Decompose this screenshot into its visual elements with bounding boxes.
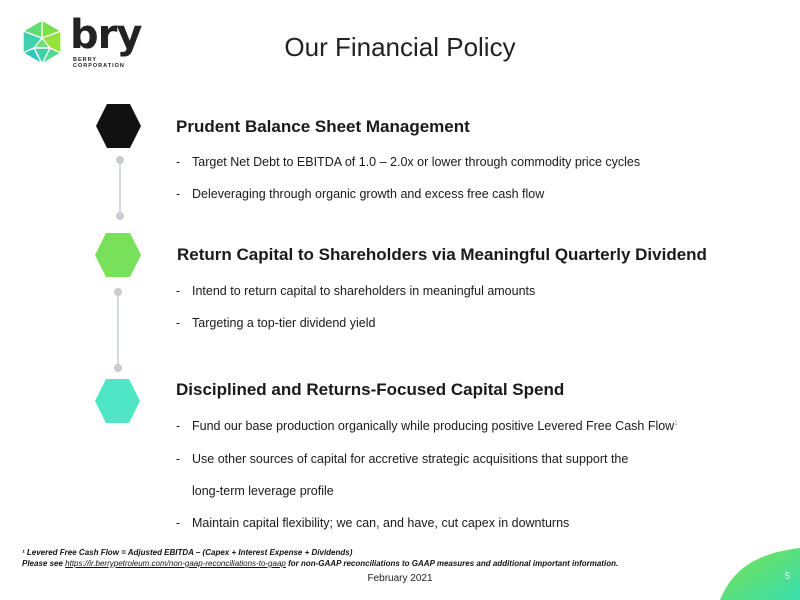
- footnote-levered-fcf: ¹ Levered Free Cash Flow = Adjusted EBITDA – (Capex + Interest Expense + Dividends): [22, 548, 353, 557]
- section-3-hexagon-icon: [95, 379, 140, 423]
- page-title: Our Financial Policy: [284, 32, 516, 62]
- logo-subtext-berry: BERRY: [73, 57, 98, 63]
- section-3-bullet-continuation: long-term leverage profile: [192, 484, 334, 498]
- footnote-marker: 1: [674, 420, 678, 427]
- presentation-date: February 2021: [367, 573, 433, 584]
- section-1-bullet: - Deleveraging through organic growth and excess free cash flow: [176, 187, 545, 201]
- section-2-heading: Return Capital to Shareholders via Meaningful Quarterly Dividend: [177, 245, 707, 264]
- section-3-heading: Disciplined and Returns-Focused Capital Spend: [176, 380, 565, 399]
- section-3-bullet: - Maintain capital flexibility; we can, and have, cut capex in downturns: [176, 516, 570, 530]
- section-1-bullet: - Target Net Debt to EBITDA of 1.0 – 2.0x or lower through commodity price cycles: [176, 155, 641, 169]
- section-2-bullet: - Targeting a top-tier dividend yield: [176, 316, 376, 330]
- timeline-dot: [116, 156, 124, 164]
- page-number: 5: [784, 571, 790, 581]
- non-gaap-link[interactable]: https://ir.berrypetroleum.com/non-gaap-reconciliations-to-gaap: [65, 559, 286, 568]
- section-1-heading: Prudent Balance Sheet Management: [176, 117, 470, 136]
- logo-subtext-corporation: CORPORATION: [73, 63, 125, 69]
- footnote-non-gaap: Please see https://ir.berrypetroleum.com/non-gaap-reconciliations-to-gaap for non-GAAP reconciliations to GAAP measures and additional important information.: [22, 559, 619, 568]
- section-1-hexagon-icon: [96, 104, 141, 148]
- section-2-bullet: - Intend to return capital to shareholders in meaningful amounts: [176, 284, 536, 298]
- section-2-hexagon-icon: [95, 233, 141, 277]
- timeline-dot: [114, 288, 122, 296]
- logo-wordmark: bry: [70, 12, 142, 58]
- timeline-dot: [114, 364, 122, 372]
- section-3-bullet: - Fund our base production organically while producing positive Levered Free Cash Flow$^1$: [176, 419, 678, 433]
- section-3-bullet: - Use other sources of capital for accretive strategic acquisitions that support the: [176, 452, 629, 466]
- timeline-dot: [116, 212, 124, 220]
